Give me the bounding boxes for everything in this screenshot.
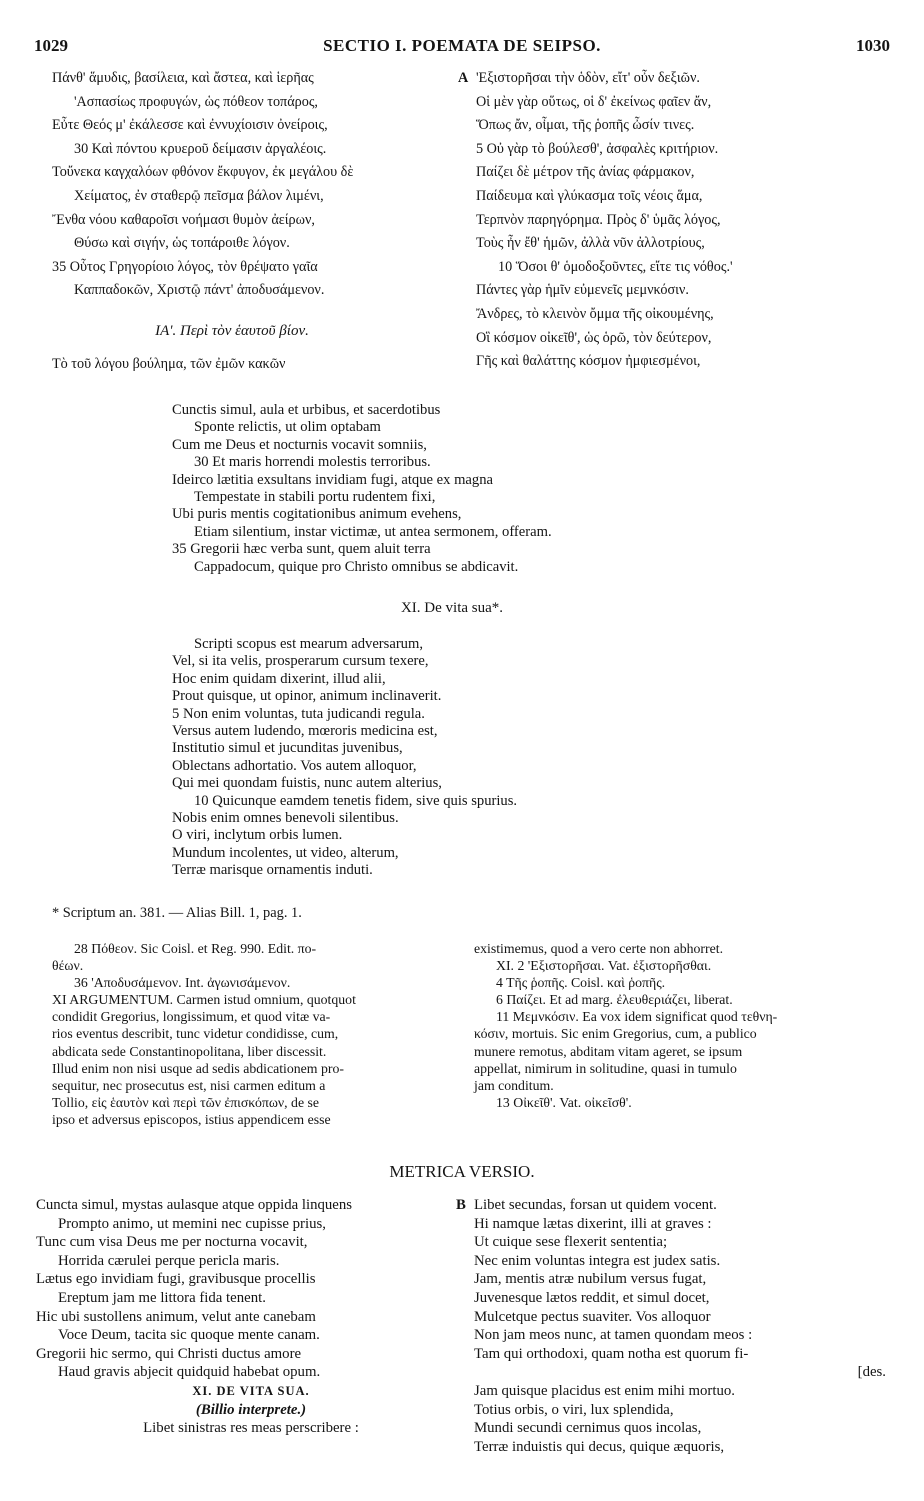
- text-line: Non jam meos nunc, at tamen quondam meos :: [474, 1327, 753, 1344]
- footnote: * Scriptum an. 381. — Alias Bill. 1, pag. 1.: [52, 905, 302, 921]
- text-line: 30 Et maris horrendi molestis terroribus.: [194, 454, 431, 471]
- text-line: 4 Τῆς ῥοπῆς. Coisl. καὶ ῥοπῆς.: [496, 975, 666, 991]
- text-line: Tempestate in stabili portu rudentem fixi,: [194, 488, 436, 505]
- metrica-versio-heading: METRICA VERSIO.: [389, 1162, 535, 1181]
- text-line: Lætus ego invidiam fugi, gravibusque procellis: [36, 1271, 316, 1288]
- text-line: κόσιν, mortuis. Sic enim Gregorius, cum, a publico: [474, 1026, 757, 1042]
- text-line: Hic ubi sustollens animum, velut ante canebam: [36, 1308, 316, 1325]
- latin-poem-text: [172, 636, 732, 879]
- text-line: 11 Μεμνκόσιν. Ea vox idem significat quod τεθνη-: [496, 1009, 778, 1025]
- text-line: 5 Non enim voluntas, tuta judicandi regula.: [172, 705, 425, 722]
- text-line: θέων.: [52, 958, 84, 974]
- metrica-right-column: [456, 1196, 896, 1456]
- text-line: 13 Οἰκεῖθ'. Vat. οἰκεῖσθ'.: [496, 1094, 632, 1110]
- text-line: Mulcetque pectus suaviter. Vos alloquor: [474, 1308, 711, 1325]
- text-line: Vel, si ita velis, prosperarum cursum texere,: [172, 653, 429, 670]
- text-line: 10 Ὅσοι θ' ὁμοδοξοῦντες, εἴτε τις νόθος.': [498, 258, 733, 275]
- text-line: Mundi secundi cernimus quos incolas,: [474, 1420, 702, 1437]
- text-line: jam conditum.: [474, 1077, 554, 1093]
- text-line: 28 Πόθεον. Sic Coisl. et Reg. 990. Edit. πο-: [74, 941, 317, 956]
- margin-marker-a: A: [458, 70, 469, 86]
- text-line: Scripti scopus est mearum adversarum,: [194, 636, 423, 652]
- text-line: Καππαδοκῶν, Χριστῷ πάντ' ἀποδυσάμενον.: [74, 282, 325, 299]
- text-line: Εὖτε Θεός μ' ἐκάλεσσε καὶ ἐννυχίοισιν ὀνείροις,: [52, 117, 328, 134]
- text-line: ipso et adversus episcopos, istius appendicem esse: [52, 1111, 331, 1127]
- text-line: Tollio, εἰς ἑαυτὸν καὶ περὶ τῶν ἐπισκόπων, de se: [52, 1094, 320, 1110]
- running-title: SECTIO I. POEMATA DE SEIPSO.: [323, 36, 601, 55]
- text-line: Hi namque lætas dixerint, illi at graves :: [474, 1215, 712, 1232]
- greek-text-left-column: [52, 67, 462, 303]
- text-line: O viri, inclytum orbis lumen.: [172, 827, 343, 844]
- metrica-first-line: Libet sinistras res meas perscribere :: [143, 1420, 359, 1437]
- text-line: abdicata sede Constantinopolitana, liber discessit.: [52, 1043, 327, 1059]
- text-line: Institutio simul et jucunditas juvenibus,: [172, 740, 403, 757]
- text-line: Παίδευμα καὶ γλύκασμα τοῖς νέοις ἅμα,: [476, 187, 703, 204]
- metrica-right-lines: [456, 1196, 896, 1456]
- text-line: Πάνθ' ἅμυδις, βασίλεια, καὶ ἄστεα, καὶ ἱερῆας: [52, 70, 314, 86]
- text-line: Ὅπως ἄν, οἶμαι, τῆς ῥοπῆς ὦσίν τινες.: [476, 117, 695, 134]
- text-line: Τερπνὸν παρηγόρημα. Πρὸς δ' ὑμᾶς λόγος,: [476, 211, 721, 228]
- text-line: Τοὔνεκα καγχαλόων φθόνον ἔκφυγον, ἐκ μεγάλου δὲ: [52, 164, 354, 181]
- text-line: Hoc enim quidam dixerint, illud alii,: [172, 670, 386, 687]
- text-line: Illud enim non nisi usque ad sedis abdicationem pro-: [52, 1060, 344, 1076]
- text-line: Mundum incolentes, ut video, alterum,: [172, 844, 399, 861]
- text-line: Libet secundas, forsan ut quidem vocent.: [474, 1197, 717, 1213]
- text-line: 35 Gregorii hæc verba sunt, quem aluit terra: [172, 541, 431, 558]
- text-line: Voce Deum, tacita sic quoque mente canam.: [58, 1327, 320, 1344]
- text-line: Nec enim voluntas integra est judex satis.: [474, 1252, 721, 1269]
- text-line: Ideirco lætitia exsultans invidiam fugi, atque ex magna: [172, 471, 493, 488]
- text-line: Θύσω καὶ σιγήν, ὡς τοπάροιθε λόγον.: [74, 235, 290, 252]
- notes-left-column: [52, 940, 452, 1128]
- text-line: Tam qui orthodoxi, quam notha est quorum fi-: [474, 1345, 749, 1362]
- text-line: Haud gravis abjecit quidquid habebat opum.: [58, 1364, 321, 1381]
- text-line: Παίζει δὲ μέτρον τῆς ἀνίας φάρμακον,: [476, 164, 695, 181]
- text-line: condidit Gregorius, longissimum, et quod vitæ va-: [52, 1009, 331, 1025]
- text-line: Etiam silentium, instar victimæ, ut antea sermonem, offeram.: [194, 523, 552, 540]
- greek-text-right-column: [458, 67, 898, 374]
- text-line: 10 Quicunque eamdem tenetis fidem, sive quis spurius.: [194, 792, 518, 809]
- text-line: Πάντες γὰρ ἡμῖν εὐμενεῖς μεμνκόσιν.: [476, 282, 689, 299]
- text-line: Ἄνδρες, τὸ κλεινὸν ὄμμα τῆς οἰκουμένης,: [476, 305, 714, 322]
- page-number-right: 1030: [856, 36, 890, 55]
- text-line: Cum me Deus et nocturnis vocavit somniis,: [172, 436, 427, 453]
- greek-right-lines: [458, 67, 898, 374]
- text-line: Sponte relictis, ut olim optabam: [194, 419, 381, 436]
- text-line: 'Ασπασίως προφυγών, ὡς πόθεον τοπάρος,: [74, 93, 318, 110]
- text-line: XI. 2 'Εξιστορῆσαι. Vat. ἐξιστορῆσθαι.: [496, 958, 712, 974]
- text-line: Τοὺς ἦν ἔθ' ἡμῶν, ἀλλὰ νῦν ἀλλοτρίους,: [476, 235, 705, 252]
- text-line: [des.: [857, 1364, 886, 1381]
- text-line: Οἳ κόσμον οἰκεῖθ', ὡς ὁρῶ, τὸν δεύτερον,: [476, 329, 712, 346]
- greek-poem-title: ΙΑ'. Περὶ τὸν ἑαυτοῦ βίον.: [155, 323, 309, 339]
- text-line: XI ARGUMENTUM. Carmen istud omnium, quotquot: [52, 992, 356, 1008]
- metrica-interpreter: (Billio interprete.): [195, 1401, 307, 1418]
- text-line: Prout quisque, ut opinor, animum inclinaverit.: [172, 688, 442, 705]
- text-line: Χείματος, ἐν σταθερῷ πεῖσμα βάλον λιμένι,: [74, 187, 324, 204]
- text-line: Cunctis simul, aula et urbibus, et sacerdotibus: [172, 402, 441, 418]
- text-line: 6 Παίζει. Et ad marg. ἐλευθεριάζει, liberat.: [496, 992, 733, 1008]
- text-line: Cappadocum, quique pro Christo omnibus se abdicavit.: [194, 558, 519, 575]
- page-number-left: 1029: [34, 36, 68, 55]
- latin-poem-title: XI. De vita sua*.: [400, 600, 504, 616]
- text-line: Gregorii hic sermo, qui Christi ductus amore: [36, 1345, 302, 1362]
- text-line: Tunc cum visa Deus me per nocturna vocavit,: [36, 1234, 308, 1251]
- text-line: Terræ marisque ornamentis induti.: [172, 862, 373, 879]
- text-line: appellat, nimirum in solitudine, quasi in tumulo: [474, 1060, 737, 1076]
- text-line: Ἔνθα νόου καθαροῖσι νοήμασι θυμὸν ἀείρων,: [52, 211, 315, 228]
- text-line: Horrida cærulei perque pericla maris.: [58, 1252, 280, 1269]
- notes-right-column: [474, 940, 894, 1111]
- greek-poem-first-line: Τὸ τοῦ λόγου βούλημα, τῶν ἐμῶν κακῶν: [52, 356, 286, 372]
- metrica-left-lines: [36, 1196, 466, 1382]
- text-line: 5 Οὐ γὰρ τὸ βούλεσθ', ἀσφαλὲς κριτήριον.: [476, 140, 719, 157]
- text-line: Jam, mentis atræ nubilum versus fugat,: [474, 1271, 707, 1288]
- text-line: Ut cuique sese flexerit sententia;: [474, 1234, 668, 1251]
- metrica-subtitle: XI. DE VITA SUA.: [192, 1383, 310, 1398]
- margin-marker-b: B: [456, 1197, 466, 1213]
- text-line: Prompto animo, ut memini nec cupisse prius,: [58, 1215, 326, 1232]
- text-line: Cuncta simul, mystas aulasque atque oppida linquens: [36, 1197, 353, 1213]
- text-line: Totius orbis, o viri, lux splendida,: [474, 1401, 674, 1418]
- text-line: Juvenesque lætos reddit, et simul docet,: [474, 1289, 710, 1306]
- page-header: [34, 36, 890, 58]
- text-line: rios eventus describit, tunc videtur condidisse, cum,: [52, 1026, 339, 1042]
- text-line: Qui mei quondam fuistis, nunc autem alterius,: [172, 775, 442, 792]
- text-line: Versus autem ludendo, mœroris medicina est,: [172, 722, 438, 739]
- text-line: Terræ induistis qui decus, quique æquoris,: [474, 1438, 725, 1455]
- metrica-left-column: [36, 1196, 466, 1438]
- text-line: 30 Καὶ πόντου κρυεροῦ δείμασιν ἀργαλέοις.: [74, 140, 327, 157]
- text-line: 36 'Αποδυσάμενον. Int. ἀγωνισάμενον.: [74, 975, 291, 991]
- text-line: sequitur, nec prosecutus est, nisi carmen editum a: [52, 1077, 326, 1093]
- text-line: Ubi puris mentis cogitationibus animum evehens,: [172, 506, 462, 523]
- text-line: munere remotus, abditam vitam ageret, se ipsum: [474, 1043, 743, 1059]
- text-line: Oblectans adhortatio. Vos autem alloquor,: [172, 757, 417, 774]
- latin-translation-block: [172, 402, 732, 576]
- text-line: Οἱ μὲν γὰρ οὕτως, οἱ δ' ἐκείνως φαῖεν ἄν,: [476, 93, 712, 110]
- text-line: 35 Οὗτος Γρηγορίοιο λόγος, τὸν θρέψατο γαῖα: [52, 258, 318, 275]
- text-line: Ereptum jam me littora fida tenent.: [58, 1289, 266, 1306]
- text-line: 'Εξιστορῆσαι τὴν ὁδὸν, εἴτ' οὖν δεξιῶν.: [476, 70, 700, 86]
- text-line: Jam quisque placidus est enim mihi mortuo.: [474, 1382, 735, 1399]
- text-line: Γῆς καὶ θαλάττης κόσμον ἠμφιεσμένοι,: [476, 353, 701, 370]
- text-line: Nobis enim omnes benevoli silentibus.: [172, 809, 399, 826]
- text-line: existimemus, quod a vero certe non abhorret.: [474, 941, 724, 956]
